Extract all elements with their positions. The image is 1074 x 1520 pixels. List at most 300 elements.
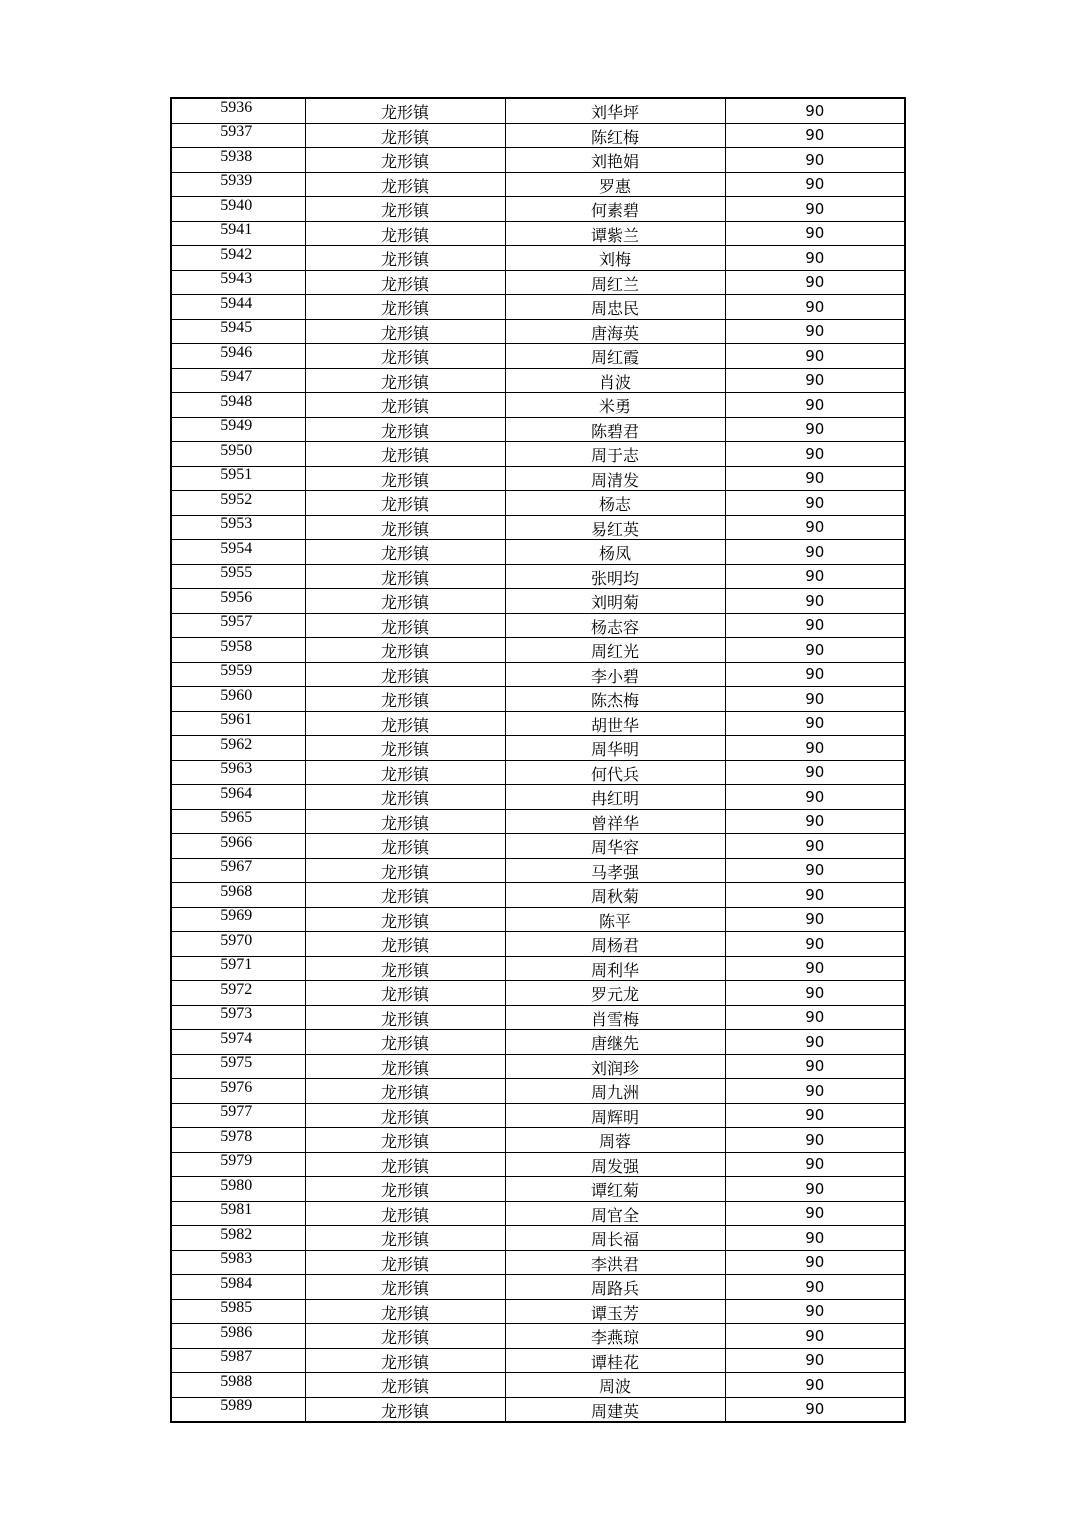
score-cell-text: 90 <box>805 836 825 855</box>
person-name-cell <box>505 1054 725 1079</box>
score-cell <box>725 442 905 467</box>
person-name-cell-text: 周发强 <box>590 1156 639 1176</box>
row-number-cell-text: 5961 <box>220 711 253 729</box>
table-row <box>171 148 905 173</box>
score-cell <box>725 1128 905 1153</box>
row-number-cell <box>171 491 305 516</box>
table-row <box>171 1103 905 1128</box>
score-cell <box>725 295 905 320</box>
table-row <box>171 1128 905 1153</box>
person-name-cell <box>505 1324 725 1349</box>
row-number-cell <box>171 589 305 614</box>
score-cell-text: 90 <box>805 934 825 953</box>
person-name-cell <box>505 858 725 883</box>
score-cell-text: 90 <box>805 444 825 463</box>
score-cell-text: 90 <box>805 959 825 978</box>
town-cell-text: 龙形镇 <box>380 323 429 343</box>
town-cell <box>305 809 505 834</box>
table-row <box>171 785 905 810</box>
table-body <box>171 98 905 1422</box>
person-name-cell-text: 周华明 <box>590 740 639 760</box>
row-number-cell-text: 5982 <box>220 1225 253 1243</box>
score-cell <box>725 834 905 859</box>
town-cell-text: 龙形镇 <box>380 152 429 172</box>
row-number-cell-text: 5936 <box>220 98 253 116</box>
score-cell-text: 90 <box>805 1179 825 1198</box>
person-name-cell-text: 李洪君 <box>590 1254 639 1274</box>
score-cell-text: 90 <box>805 812 825 831</box>
town-cell <box>305 1373 505 1398</box>
row-number-cell <box>171 1103 305 1128</box>
row-number-cell-text: 5985 <box>220 1299 253 1317</box>
town-cell <box>305 1054 505 1079</box>
person-name-cell-text: 刘明菊 <box>590 593 639 613</box>
person-name-cell <box>505 809 725 834</box>
town-cell <box>305 1250 505 1275</box>
score-cell <box>725 1348 905 1373</box>
score-cell <box>725 1054 905 1079</box>
person-name-cell-text: 周蓉 <box>598 1132 631 1152</box>
town-cell-text: 龙形镇 <box>380 715 429 735</box>
data-table <box>170 97 906 1423</box>
town-cell-text: 龙形镇 <box>380 1107 429 1127</box>
table-row <box>171 1397 905 1422</box>
town-cell-text: 龙形镇 <box>380 642 429 662</box>
score-cell <box>725 1005 905 1030</box>
town-cell <box>305 1128 505 1153</box>
score-cell-text: 90 <box>805 567 825 586</box>
row-number-cell <box>171 98 305 123</box>
town-cell-text: 龙形镇 <box>380 740 429 760</box>
person-name-cell <box>505 589 725 614</box>
person-name-cell-text: 唐继先 <box>590 1034 639 1054</box>
score-cell <box>725 638 905 663</box>
town-cell <box>305 295 505 320</box>
score-cell-text: 90 <box>805 150 825 169</box>
person-name-cell-text: 周路兵 <box>590 1279 639 1299</box>
score-cell <box>725 491 905 516</box>
town-cell <box>305 1201 505 1226</box>
score-cell-text: 90 <box>805 1351 825 1370</box>
town-cell <box>305 246 505 271</box>
person-name-cell <box>505 295 725 320</box>
score-cell-text: 90 <box>805 101 825 120</box>
table-row <box>171 956 905 981</box>
row-number-cell <box>171 148 305 173</box>
person-name-cell-text: 易红英 <box>590 519 639 539</box>
town-cell <box>305 760 505 785</box>
row-number-cell-text: 5978 <box>220 1127 253 1145</box>
score-cell-text: 90 <box>805 1302 825 1321</box>
town-cell-text: 龙形镇 <box>380 1254 429 1274</box>
person-name-cell-text: 杨志 <box>598 495 631 515</box>
person-name-cell-text: 周长福 <box>590 1230 639 1250</box>
person-name-cell-text: 周红光 <box>590 642 639 662</box>
person-name-cell-text: 杨志容 <box>590 617 639 637</box>
row-number-cell-text: 5980 <box>220 1176 253 1194</box>
town-cell-text: 龙形镇 <box>380 1009 429 1029</box>
row-number-cell <box>171 834 305 859</box>
row-number-cell-text: 5986 <box>220 1323 253 1341</box>
row-number-cell-text: 5945 <box>220 319 253 337</box>
table-row <box>171 246 905 271</box>
score-cell-text: 90 <box>805 322 825 341</box>
score-cell-text: 90 <box>805 665 825 684</box>
town-cell-text: 龙形镇 <box>380 1205 429 1225</box>
row-number-cell-text: 5959 <box>220 662 253 680</box>
table-row <box>171 466 905 491</box>
row-number-cell <box>171 736 305 761</box>
score-cell <box>725 785 905 810</box>
row-number-cell-text: 5968 <box>220 882 253 900</box>
town-cell <box>305 589 505 614</box>
score-cell-text: 90 <box>805 248 825 267</box>
score-cell-text: 90 <box>805 420 825 439</box>
town-cell <box>305 834 505 859</box>
town-cell <box>305 638 505 663</box>
person-name-cell <box>505 1152 725 1177</box>
table-row <box>171 932 905 957</box>
person-name-cell-text: 周利华 <box>590 960 639 980</box>
score-cell <box>725 1201 905 1226</box>
person-name-cell <box>505 442 725 467</box>
person-name-cell-text: 米勇 <box>598 397 631 417</box>
score-cell <box>725 956 905 981</box>
table-row <box>171 809 905 834</box>
score-cell <box>725 760 905 785</box>
person-name-cell <box>505 638 725 663</box>
table-row <box>171 1201 905 1226</box>
town-cell <box>305 907 505 932</box>
row-number-cell <box>171 564 305 589</box>
score-cell <box>725 736 905 761</box>
town-cell <box>305 270 505 295</box>
score-cell-text: 90 <box>805 983 825 1002</box>
row-number-cell <box>171 1226 305 1251</box>
town-cell <box>305 1005 505 1030</box>
row-number-cell <box>171 123 305 148</box>
table-row <box>171 1152 905 1177</box>
town-cell <box>305 1030 505 1055</box>
town-cell-text: 龙形镇 <box>380 960 429 980</box>
person-name-cell-text: 周官全 <box>590 1205 639 1225</box>
town-cell <box>305 344 505 369</box>
row-number-cell-text: 5944 <box>220 294 253 312</box>
town-cell <box>305 393 505 418</box>
row-number-cell-text: 5943 <box>220 270 253 288</box>
row-number-cell <box>171 515 305 540</box>
score-cell <box>725 932 905 957</box>
row-number-cell-text: 5956 <box>220 588 253 606</box>
table-row <box>171 1373 905 1398</box>
table-row <box>171 613 905 638</box>
town-cell-text: 龙形镇 <box>380 1401 429 1421</box>
person-name-cell <box>505 1005 725 1030</box>
person-name-cell-text: 杨凤 <box>598 544 631 564</box>
person-name-cell-text: 唐海英 <box>590 323 639 343</box>
person-name-cell <box>505 932 725 957</box>
person-name-cell <box>505 564 725 589</box>
table-row <box>171 760 905 785</box>
score-cell-text: 90 <box>805 689 825 708</box>
score-cell <box>725 1030 905 1055</box>
row-number-cell <box>171 368 305 393</box>
table-row <box>171 1348 905 1373</box>
row-number-cell <box>171 711 305 736</box>
town-cell-text: 龙形镇 <box>380 813 429 833</box>
score-cell <box>725 123 905 148</box>
score-cell <box>725 1226 905 1251</box>
row-number-cell-text: 5963 <box>220 760 253 778</box>
table-row <box>171 172 905 197</box>
table-row <box>171 344 905 369</box>
person-name-cell <box>505 98 725 123</box>
town-cell <box>305 1299 505 1324</box>
score-cell-text: 90 <box>805 1375 825 1394</box>
score-cell-text: 90 <box>805 126 825 145</box>
score-cell <box>725 197 905 222</box>
table-row <box>171 564 905 589</box>
person-name-cell-text: 周忠民 <box>590 299 639 319</box>
town-cell <box>305 981 505 1006</box>
town-cell-text: 龙形镇 <box>380 372 429 392</box>
score-cell-text: 90 <box>805 224 825 243</box>
town-cell-text: 龙形镇 <box>380 862 429 882</box>
row-number-cell <box>171 466 305 491</box>
person-name-cell <box>505 123 725 148</box>
town-cell <box>305 687 505 712</box>
table-row <box>171 1250 905 1275</box>
score-cell <box>725 1373 905 1398</box>
town-cell-text: 龙形镇 <box>380 1034 429 1054</box>
row-number-cell-text: 5958 <box>220 637 253 655</box>
table-row <box>171 442 905 467</box>
table-row <box>171 540 905 565</box>
person-name-cell <box>505 1030 725 1055</box>
table-row <box>171 270 905 295</box>
row-number-cell-text: 5966 <box>220 833 253 851</box>
row-number-cell-text: 5964 <box>220 784 253 802</box>
town-cell-text: 龙形镇 <box>380 1230 429 1250</box>
person-name-cell <box>505 344 725 369</box>
person-name-cell <box>505 834 725 859</box>
table-row <box>171 197 905 222</box>
score-cell-text: 90 <box>805 616 825 635</box>
score-cell-text: 90 <box>805 542 825 561</box>
person-name-cell <box>505 515 725 540</box>
row-number-cell-text: 5957 <box>220 613 253 631</box>
town-cell-text: 龙形镇 <box>380 838 429 858</box>
person-name-cell <box>505 246 725 271</box>
score-cell <box>725 417 905 442</box>
score-cell <box>725 148 905 173</box>
score-cell <box>725 687 905 712</box>
person-name-cell-text: 周杨君 <box>590 936 639 956</box>
row-number-cell <box>171 270 305 295</box>
table-row <box>171 711 905 736</box>
town-cell-text: 龙形镇 <box>380 887 429 907</box>
row-number-cell <box>171 1324 305 1349</box>
person-name-cell-text: 马孝强 <box>590 862 639 882</box>
row-number-cell-text: 5954 <box>220 539 253 557</box>
person-name-cell <box>505 1397 725 1422</box>
town-cell <box>305 417 505 442</box>
score-cell-text: 90 <box>805 714 825 733</box>
row-number-cell-text: 5984 <box>220 1274 253 1292</box>
person-name-cell-text: 周建英 <box>590 1401 639 1421</box>
score-cell-text: 90 <box>805 297 825 316</box>
row-number-cell-text: 5939 <box>220 172 253 190</box>
score-cell <box>725 907 905 932</box>
row-number-cell-text: 5960 <box>220 686 253 704</box>
person-name-cell <box>505 687 725 712</box>
score-cell-text: 90 <box>805 1106 825 1125</box>
score-cell <box>725 1324 905 1349</box>
person-name-cell-text: 周红霞 <box>590 348 639 368</box>
person-name-cell <box>505 662 725 687</box>
row-number-cell <box>171 442 305 467</box>
row-number-cell <box>171 295 305 320</box>
town-cell <box>305 123 505 148</box>
town-cell <box>305 1177 505 1202</box>
town-cell-text: 龙形镇 <box>380 201 429 221</box>
town-cell-text: 龙形镇 <box>380 446 429 466</box>
town-cell-text: 龙形镇 <box>380 421 429 441</box>
person-name-cell <box>505 417 725 442</box>
score-cell <box>725 246 905 271</box>
row-number-cell-text: 5974 <box>220 1029 253 1047</box>
person-name-cell <box>505 760 725 785</box>
score-cell-text: 90 <box>805 591 825 610</box>
score-cell-text: 90 <box>805 763 825 782</box>
score-cell-text: 90 <box>805 346 825 365</box>
score-cell <box>725 564 905 589</box>
town-cell <box>305 564 505 589</box>
town-cell <box>305 98 505 123</box>
person-name-cell <box>505 368 725 393</box>
person-name-cell <box>505 148 725 173</box>
row-number-cell <box>171 638 305 663</box>
town-cell <box>305 932 505 957</box>
town-cell-text: 龙形镇 <box>380 470 429 490</box>
row-number-cell <box>171 1348 305 1373</box>
row-number-cell-text: 5976 <box>220 1078 253 1096</box>
row-number-cell-text: 5937 <box>220 123 253 141</box>
table-row <box>171 515 905 540</box>
table-row <box>171 858 905 883</box>
score-cell <box>725 1397 905 1422</box>
score-cell-text: 90 <box>805 1326 825 1345</box>
row-number-cell <box>171 1373 305 1398</box>
town-cell <box>305 368 505 393</box>
row-number-cell <box>171 1128 305 1153</box>
score-cell <box>725 1103 905 1128</box>
town-cell <box>305 1152 505 1177</box>
row-number-cell-text: 5972 <box>220 980 253 998</box>
score-cell-text: 90 <box>805 371 825 390</box>
row-number-cell-text: 5971 <box>220 956 253 974</box>
person-name-cell-text: 肖雪梅 <box>590 1009 639 1029</box>
person-name-cell <box>505 540 725 565</box>
person-name-cell-text: 周清发 <box>590 470 639 490</box>
person-name-cell <box>505 1079 725 1104</box>
row-number-cell-text: 5942 <box>220 245 253 263</box>
person-name-cell-text: 刘华坪 <box>590 103 639 123</box>
score-cell <box>725 344 905 369</box>
row-number-cell <box>171 1275 305 1300</box>
table-row <box>171 687 905 712</box>
person-name-cell-text: 肖波 <box>598 372 631 392</box>
score-cell <box>725 1275 905 1300</box>
table-row <box>171 981 905 1006</box>
person-name-cell-text: 陈平 <box>598 911 631 931</box>
person-name-cell-text: 胡世华 <box>590 715 639 735</box>
town-cell-text: 龙形镇 <box>380 985 429 1005</box>
row-number-cell-text: 5970 <box>220 931 253 949</box>
town-cell <box>305 1079 505 1104</box>
score-cell <box>725 1152 905 1177</box>
table-row <box>171 638 905 663</box>
score-cell <box>725 515 905 540</box>
town-cell-text: 龙形镇 <box>380 1377 429 1397</box>
row-number-cell <box>171 246 305 271</box>
person-name-cell-text: 刘梅 <box>598 250 631 270</box>
row-number-cell <box>171 981 305 1006</box>
row-number-cell-text: 5977 <box>220 1103 253 1121</box>
person-name-cell-text: 李燕琼 <box>590 1328 639 1348</box>
score-cell <box>725 809 905 834</box>
row-number-cell <box>171 1177 305 1202</box>
score-cell <box>725 589 905 614</box>
table-row <box>171 393 905 418</box>
score-cell <box>725 270 905 295</box>
town-cell-text: 龙形镇 <box>380 1083 429 1103</box>
table-row <box>171 1005 905 1030</box>
town-cell <box>305 466 505 491</box>
score-cell-text: 90 <box>805 1032 825 1051</box>
row-number-cell-text: 5953 <box>220 515 253 533</box>
row-number-cell <box>171 1030 305 1055</box>
row-number-cell-text: 5988 <box>220 1372 253 1390</box>
table-row <box>171 319 905 344</box>
town-cell <box>305 613 505 638</box>
person-name-cell <box>505 1226 725 1251</box>
town-cell-text: 龙形镇 <box>380 299 429 319</box>
row-number-cell <box>171 1079 305 1104</box>
table-row <box>171 295 905 320</box>
person-name-cell <box>505 1275 725 1300</box>
score-cell-text: 90 <box>805 518 825 537</box>
table-row <box>171 1275 905 1300</box>
town-cell-text: 龙形镇 <box>380 127 429 147</box>
town-cell <box>305 858 505 883</box>
town-cell <box>305 319 505 344</box>
person-name-cell <box>505 956 725 981</box>
town-cell-text: 龙形镇 <box>380 397 429 417</box>
town-cell-text: 龙形镇 <box>380 225 429 245</box>
table-row <box>171 907 905 932</box>
table-row <box>171 368 905 393</box>
row-number-cell <box>171 540 305 565</box>
town-cell-text: 龙形镇 <box>380 1279 429 1299</box>
row-number-cell-text: 5975 <box>220 1054 253 1072</box>
town-cell <box>305 1324 505 1349</box>
row-number-cell-text: 5969 <box>220 907 253 925</box>
score-cell <box>725 613 905 638</box>
town-cell-text: 龙形镇 <box>380 1352 429 1372</box>
score-cell-text: 90 <box>805 1400 825 1419</box>
person-name-cell-text: 周红兰 <box>590 274 639 294</box>
